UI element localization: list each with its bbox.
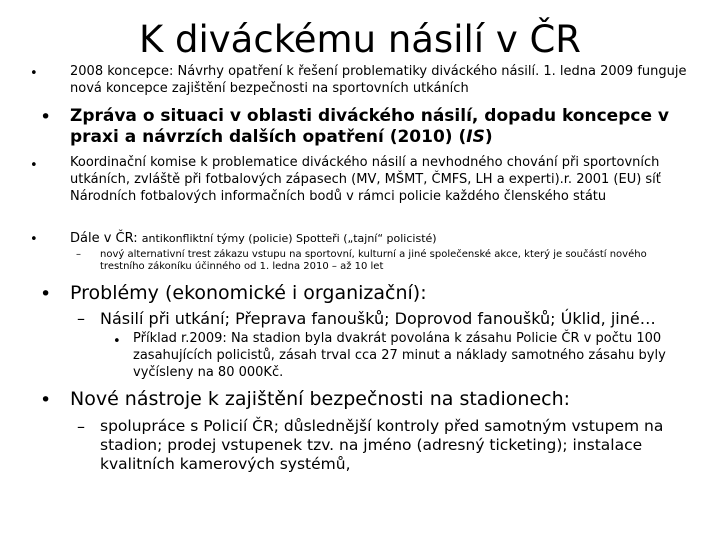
sub-bullet-text: spolupráce s Policií ČR; důslednější kontroly před samotným vstupem na stadion; prodej vstupenek tzv. na jméno (adresný ticketing); instalace kvalitních kamerových systémů,: [100, 417, 664, 473]
subsub-bullet-text: Příklad r.2009: Na stadion byla dvakrát povolána k zásahu Policie ČR v počtu 100 zasahujících policistů, zásah trval cca 27 minut a náklady samotného zásahu byly vyčísleny na 80 000Kč.: [133, 331, 666, 380]
sub-bullet-marker: –: [77, 417, 85, 436]
bullet-text: [70, 106, 690, 148]
bullet-text: [70, 228, 690, 247]
bullet-marker: •: [40, 389, 52, 411]
bullet-marker: •: [30, 158, 38, 173]
bullet-text-main: Dále v ČR:: [70, 231, 142, 246]
sub-bullet-marker: –: [77, 309, 85, 328]
bullet-text-italic: IS: [466, 127, 485, 147]
bullet-marker: •: [30, 66, 38, 81]
bullet-text-main: Zpráva o situaci v oblasti diváckého násilí, dopadu koncepce v praxi a návrzích dalších opatření (2010) (: [70, 106, 669, 147]
bullet-marker: •: [40, 283, 52, 305]
sub-bullet-marker: –: [76, 249, 81, 260]
bullet-marker: •: [30, 232, 38, 247]
bullet-text-small: antikonfliktní týmy (policie) Spotteři („tajní“ policisté): [141, 232, 437, 245]
subsub-bullet-marker: •: [113, 334, 121, 349]
bullet-text: 2008 koncepce: Návrhy opatření k řešení problematiky diváckého násilí. 1. ledna 2009 funguje nová koncepce zajištění bezpečnosti na sportovních utkáních: [70, 64, 687, 96]
bullet-text: Nové nástroje k zajištění bezpečnosti na stadionech:: [70, 388, 571, 410]
sub-bullet-text: Násilí při utkání; Přeprava fanoušků; Doprovod fanoušků; Úklid, jiné…: [100, 309, 656, 328]
bullet-text: Koordinační komise k problematice diváckého násilí a nevhodného chování při sportovních utkáních, zvláště při fotbalových zápasech (MV, MŠMT, ČMFS, LH a experti).r. 2001 (EU) síť Národních fotbalových informačních bodů v rámci policie každého členského státu: [70, 155, 661, 204]
sub-bullet-text: nový alternativní trest zákazu vstupu na sportovní, kulturní a jiné společenské akce, který je součástí nového trestního zákoníku účinného od 1. ledna 2010 – až 10 let: [100, 249, 647, 272]
bullet-text-end: ): [484, 127, 493, 147]
bullet-marker: •: [40, 106, 52, 128]
slide-title: K diváckému násilí v ČR: [138, 18, 582, 61]
bullet-text: Problémy (ekonomické i organizační):: [70, 282, 427, 304]
